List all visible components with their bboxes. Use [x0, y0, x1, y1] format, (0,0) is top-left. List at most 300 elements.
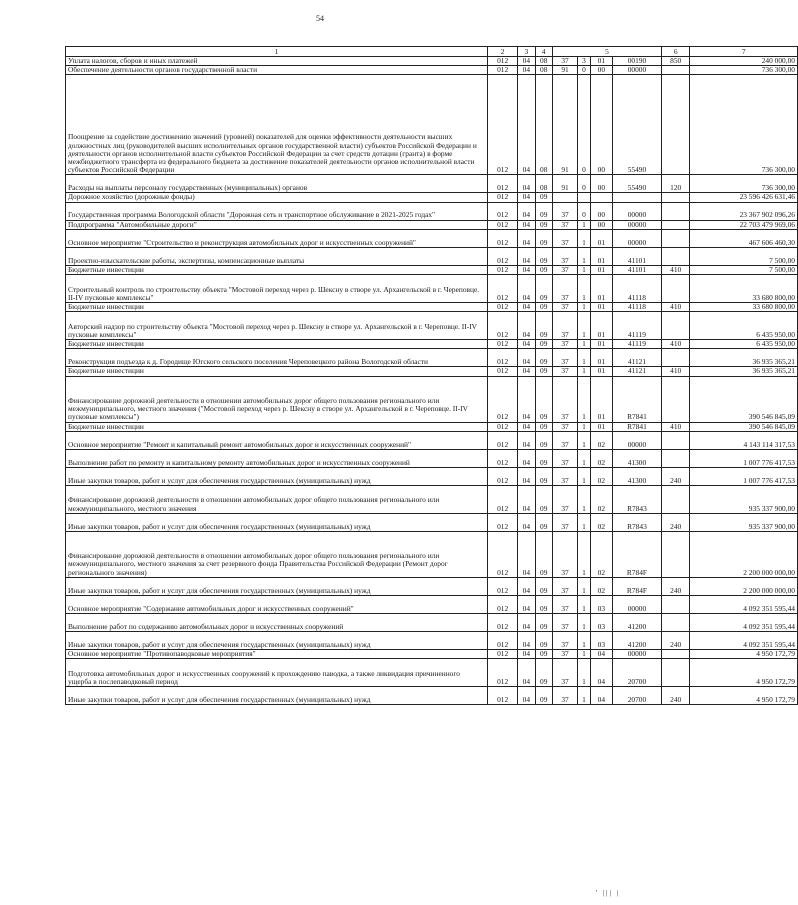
row-name-cell: Основное мероприятие "Содержание автомобильных дорог и искусственных сооружений" [66, 595, 488, 613]
row-code-cell-p1: 37 [552, 449, 577, 467]
row-code-cell-c2: 012 [488, 367, 518, 376]
row-code-cell-c2: 012 [488, 485, 518, 513]
row-name-cell: Поощрение за содействие достижению значений (уровней) показателей для оценки эффективности деятельности высших должностных лиц (руководителей высших исполнительных органов государственной власти) субъектов Российской Федерации и деятельности органов исполнительной власти субъектов Российской Федерации за счет средств дотации (гранта) в форме межбюджетного трансферта из федерального бюджета за достижение показателей деятельности органов исполнительной власти субъектов Российской Федерации [66, 75, 488, 175]
row-code-cell-c4: 09 [535, 431, 552, 449]
page-number: 54 [316, 14, 324, 23]
row-code-cell-p4: 41119 [612, 340, 661, 349]
row-amount-cell: 2 200 000 000,00 [690, 531, 798, 577]
row-code-cell-c3: 04 [518, 275, 535, 303]
row-code-cell-c2: 012 [488, 631, 518, 649]
row-code-cell-c3: 04 [518, 193, 535, 202]
row-code-cell-p1: 37 [552, 485, 577, 513]
table-row [66, 631, 798, 649]
row-code-cell-p2: 1 [578, 247, 591, 265]
row-code-cell-p4: 41118 [612, 303, 661, 312]
row-code-cell-c2: 012 [488, 57, 518, 66]
row-name-cell: Авторский надзор по строительству объекта "Мостовой переход через р. Шексну в створе ул. Архангельской в г. Череповце. II-IV пусковые комплексы" [66, 312, 488, 340]
row-code-cell-c2: 012 [488, 193, 518, 202]
row-code-cell-p1: 37 [552, 467, 577, 485]
row-code-cell-p3: 02 [590, 531, 612, 577]
row-code-cell-c2: 012 [488, 513, 518, 531]
row-code-cell-c2: 012 [488, 175, 518, 193]
row-code-cell-p4: 00000 [612, 431, 661, 449]
row-code-cell-p3: 02 [590, 449, 612, 467]
row-code-cell-p2: 1 [578, 275, 591, 303]
row-code-cell-p3: 01 [590, 265, 612, 274]
row-code-cell-c6 [661, 202, 689, 220]
row-amount-cell: 240 000,00 [690, 57, 798, 66]
row-code-cell-c3: 04 [518, 659, 535, 687]
row-code-cell-c3: 04 [518, 467, 535, 485]
row-code-cell-c4: 09 [535, 312, 552, 340]
row-name-cell: Подготовка автомобильных дорог и искусственных сооружений к прохождению паводка, а также ликвидация причиненного ущерба в послепаводковый период [66, 659, 488, 687]
row-code-cell-p2: 1 [578, 631, 591, 649]
row-code-cell-c4: 09 [535, 649, 552, 658]
row-code-cell-c3: 04 [518, 220, 535, 229]
row-name-cell: Финансирование дорожной деятельности в отношении автомобильных дорог общего пользования регионального или межмуниципального, местного значения [66, 485, 488, 513]
row-amount-cell: 1 007 776 417,53 [690, 467, 798, 485]
row-code-cell-c4: 09 [535, 485, 552, 513]
row-code-cell-c6: 410 [661, 422, 689, 431]
row-code-cell-p1: 37 [552, 631, 577, 649]
row-code-cell-c3: 04 [518, 422, 535, 431]
row-name-cell: Выполнение работ по ремонту и капитальному ремонту автомобильных дорог и искусственных сооружений [66, 449, 488, 467]
table-row [66, 431, 798, 449]
row-code-cell-c6 [661, 229, 689, 247]
row-amount-cell: 4 143 114 317,53 [690, 431, 798, 449]
row-code-cell-p4: 00000 [612, 595, 661, 613]
row-code-cell-p4: 00000 [612, 220, 661, 229]
table-row [66, 467, 798, 485]
row-code-cell-c6 [661, 275, 689, 303]
row-code-cell-p4: R7841 [612, 422, 661, 431]
row-code-cell-c4: 09 [535, 193, 552, 202]
row-code-cell-c4: 09 [535, 613, 552, 631]
row-code-cell-p4: 00000 [612, 229, 661, 247]
row-code-cell-c2: 012 [488, 247, 518, 265]
corner-mark: ' ||| | [595, 889, 620, 897]
row-code-cell-c6 [661, 485, 689, 513]
row-code-cell-c3: 04 [518, 66, 535, 75]
row-code-cell-c2: 012 [488, 577, 518, 595]
row-code-cell-p1: 37 [552, 513, 577, 531]
row-name-cell: Бюджетные инвестиции [66, 367, 488, 376]
row-name-cell: Иные закупки товаров, работ и услуг для обеспечения государственных (муниципальных) нужд [66, 513, 488, 531]
row-code-cell-p2: 1 [578, 449, 591, 467]
row-code-cell-c6: 120 [661, 175, 689, 193]
table-row [66, 75, 798, 175]
row-code-cell-c6 [661, 595, 689, 613]
row-code-cell-p3: 03 [590, 631, 612, 649]
row-code-cell-p3: 01 [590, 275, 612, 303]
row-code-cell-c6 [661, 220, 689, 229]
table-row [66, 220, 798, 229]
row-code-cell-p2 [578, 193, 591, 202]
row-code-cell-p1: 37 [552, 349, 577, 367]
row-code-cell-p2: 1 [578, 687, 591, 705]
header-col-6: 6 [661, 47, 689, 57]
header-col-4: 4 [535, 47, 552, 57]
row-code-cell-c6 [661, 312, 689, 340]
row-code-cell-p1: 37 [552, 577, 577, 595]
row-name-cell: Государственная программа Вологодской области "Дорожная сеть и транспортное обслуживание в 2021-2025 годах" [66, 202, 488, 220]
row-code-cell-c4: 09 [535, 577, 552, 595]
table-row [66, 265, 798, 274]
row-code-cell-p4: 41119 [612, 312, 661, 340]
row-code-cell-p3: 00 [590, 202, 612, 220]
row-code-cell-p2: 0 [578, 75, 591, 175]
row-code-cell-p4: 41300 [612, 467, 661, 485]
row-code-cell-c3: 04 [518, 247, 535, 265]
row-code-cell-p2: 0 [578, 175, 591, 193]
table-row [66, 175, 798, 193]
row-code-cell-c3: 04 [518, 631, 535, 649]
row-code-cell-p4: 41121 [612, 367, 661, 376]
row-code-cell-c6 [661, 66, 689, 75]
row-code-cell-p3: 00 [590, 66, 612, 75]
row-code-cell-c4: 08 [535, 57, 552, 66]
table-row [66, 485, 798, 513]
row-code-cell-c2: 012 [488, 659, 518, 687]
row-code-cell-c6: 240 [661, 577, 689, 595]
table-row [66, 66, 798, 75]
table-row [66, 349, 798, 367]
row-code-cell-c6 [661, 193, 689, 202]
row-code-cell-p3: 02 [590, 513, 612, 531]
table-row [66, 247, 798, 265]
row-code-cell-p3: 03 [590, 595, 612, 613]
row-code-cell-p2: 1 [578, 376, 591, 422]
row-code-cell-c4: 09 [535, 513, 552, 531]
row-name-cell: Бюджетные инвестиции [66, 340, 488, 349]
row-amount-cell: 2 200 000 000,00 [690, 577, 798, 595]
row-code-cell-p1: 37 [552, 367, 577, 376]
row-code-cell-p3: 01 [590, 303, 612, 312]
row-code-cell-p2: 0 [578, 202, 591, 220]
row-code-cell-c6: 240 [661, 631, 689, 649]
row-amount-cell: 736 300,00 [690, 75, 798, 175]
row-name-cell: Расходы на выплаты персоналу государственных (муниципальных) органов [66, 175, 488, 193]
row-code-cell-p2: 1 [578, 467, 591, 485]
row-amount-cell: 22 703 479 969,06 [690, 220, 798, 229]
row-code-cell-p1: 91 [552, 175, 577, 193]
row-code-cell-c6 [661, 531, 689, 577]
row-code-cell-p2: 1 [578, 659, 591, 687]
header-col-1: 1 [66, 47, 488, 57]
row-code-cell-p1: 37 [552, 422, 577, 431]
row-code-cell-c3: 04 [518, 367, 535, 376]
row-code-cell-c2: 012 [488, 467, 518, 485]
row-amount-cell: 736 300,00 [690, 175, 798, 193]
row-code-cell-p2: 1 [578, 220, 591, 229]
row-code-cell-p1: 37 [552, 531, 577, 577]
row-code-cell-p3: 00 [590, 220, 612, 229]
row-name-cell: Основное мероприятие "Строительство и реконструкция автомобильных дорог и искусственных сооружений" [66, 229, 488, 247]
row-code-cell-p1: 37 [552, 649, 577, 658]
row-name-cell: Бюджетные инвестиции [66, 265, 488, 274]
row-code-cell-p4: 41200 [612, 631, 661, 649]
row-code-cell-c4: 09 [535, 531, 552, 577]
row-code-cell-c3: 04 [518, 485, 535, 513]
row-name-cell: Иные закупки товаров, работ и услуг для обеспечения государственных (муниципальных) нужд [66, 467, 488, 485]
row-amount-cell: 6 435 950,00 [690, 312, 798, 340]
row-amount-cell: 7 500,00 [690, 265, 798, 274]
row-code-cell-c4: 09 [535, 349, 552, 367]
row-code-cell-p1: 37 [552, 202, 577, 220]
row-name-cell: Выполнение работ по содержанию автомобильных дорог и искусственных сооружений [66, 613, 488, 631]
row-code-cell-p1: 37 [552, 659, 577, 687]
row-name-cell: Обеспечение деятельности органов государственной власти [66, 66, 488, 75]
budget-table [65, 46, 798, 705]
row-code-cell-p4: 41101 [612, 265, 661, 274]
row-name-cell: Дорожное хозяйство (дорожные фонды) [66, 193, 488, 202]
row-code-cell-c2: 012 [488, 431, 518, 449]
row-code-cell-c4: 08 [535, 75, 552, 175]
row-code-cell-p4: 00000 [612, 66, 661, 75]
row-name-cell: Финансирование дорожной деятельности в отношении автомобильных дорог общего пользования регионального или межмуниципального, местного значения ("Мостовой переход через р. Шексну в створе ул. Архангельской в г. Череповце. II-IV пусковые комплексы") [66, 376, 488, 422]
row-amount-cell: 4 950 172,79 [690, 659, 798, 687]
row-code-cell-c3: 04 [518, 649, 535, 658]
table-row [66, 193, 798, 202]
row-code-cell-c4: 09 [535, 687, 552, 705]
row-code-cell-c2: 012 [488, 275, 518, 303]
row-amount-cell: 4 092 351 595,44 [690, 631, 798, 649]
row-code-cell-p1: 37 [552, 220, 577, 229]
row-code-cell-p3: 01 [590, 422, 612, 431]
table-row [66, 577, 798, 595]
row-code-cell-c4: 09 [535, 595, 552, 613]
table-row [66, 422, 798, 431]
row-amount-cell: 4 092 351 595,44 [690, 613, 798, 631]
row-code-cell-c2: 012 [488, 613, 518, 631]
row-code-cell-c3: 04 [518, 75, 535, 175]
row-code-cell-p4: 41300 [612, 449, 661, 467]
header-row [66, 47, 798, 57]
row-code-cell-c4: 09 [535, 220, 552, 229]
row-code-cell-c4: 09 [535, 422, 552, 431]
row-code-cell-p3: 04 [590, 659, 612, 687]
row-code-cell-c6: 410 [661, 303, 689, 312]
row-code-cell-c3: 04 [518, 202, 535, 220]
row-code-cell-c4: 09 [535, 367, 552, 376]
row-amount-cell: 33 680 800,00 [690, 275, 798, 303]
row-code-cell-p2: 1 [578, 303, 591, 312]
row-code-cell-p3: 02 [590, 467, 612, 485]
row-code-cell-c3: 04 [518, 595, 535, 613]
row-code-cell-c3: 04 [518, 312, 535, 340]
row-code-cell-p4 [612, 193, 661, 202]
table-row [66, 312, 798, 340]
row-code-cell-c6: 410 [661, 340, 689, 349]
row-code-cell-c3: 04 [518, 531, 535, 577]
row-code-cell-c2: 012 [488, 220, 518, 229]
row-code-cell-p3: 01 [590, 376, 612, 422]
table-row [66, 687, 798, 705]
row-code-cell-c2: 012 [488, 595, 518, 613]
row-code-cell-p3: 01 [590, 349, 612, 367]
row-code-cell-p3: 02 [590, 485, 612, 513]
row-code-cell-c3: 04 [518, 349, 535, 367]
table-body [66, 57, 798, 705]
row-code-cell-p3: 02 [590, 431, 612, 449]
row-amount-cell: 935 337 900,00 [690, 485, 798, 513]
row-code-cell-p3: 01 [590, 312, 612, 340]
row-code-cell-p1: 91 [552, 66, 577, 75]
row-code-cell-p1: 91 [552, 75, 577, 175]
row-code-cell-p2: 1 [578, 229, 591, 247]
row-name-cell: Иные закупки товаров, работ и услуг для обеспечения государственных (муниципальных) нужд [66, 577, 488, 595]
row-code-cell-p4: 00000 [612, 202, 661, 220]
row-code-cell-c6 [661, 349, 689, 367]
row-code-cell-p3: 01 [590, 229, 612, 247]
row-name-cell: Уплата налогов, сборов и иных платежей [66, 57, 488, 66]
table-row [66, 303, 798, 312]
row-name-cell: Бюджетные инвестиции [66, 422, 488, 431]
row-code-cell-p1: 37 [552, 431, 577, 449]
row-code-cell-p4: 41118 [612, 275, 661, 303]
row-code-cell-p4: 55490 [612, 75, 661, 175]
row-code-cell-c3: 04 [518, 303, 535, 312]
row-code-cell-c6: 240 [661, 467, 689, 485]
row-name-cell: Финансирование дорожной деятельности в отношении автомобильных дорог общего пользования регионального или межмуниципального, местного значения за счет резервного фонда Правительства Российской Федерации (Ремонт дорог регионального значения) [66, 531, 488, 577]
row-code-cell-p4: 41101 [612, 247, 661, 265]
row-code-cell-p1: 37 [552, 312, 577, 340]
table-row [66, 531, 798, 577]
row-code-cell-c6: 240 [661, 687, 689, 705]
row-code-cell-c3: 04 [518, 687, 535, 705]
row-code-cell-p4: R7843 [612, 513, 661, 531]
row-code-cell-p1: 37 [552, 247, 577, 265]
row-code-cell-p3: 02 [590, 577, 612, 595]
row-code-cell-c6 [661, 613, 689, 631]
row-code-cell-p2: 1 [578, 595, 591, 613]
row-amount-cell: 736 300,00 [690, 66, 798, 75]
row-code-cell-c2: 012 [488, 531, 518, 577]
row-code-cell-c2: 012 [488, 303, 518, 312]
row-code-cell-p3: 01 [590, 340, 612, 349]
table-row [66, 340, 798, 349]
row-name-cell: Строительный контроль по строительству объекта "Мостовой переход через р. Шексну в створе ул. Архангельской в г. Череповце. II-IV пусковые комплексы" [66, 275, 488, 303]
row-code-cell-c6 [661, 649, 689, 658]
table-row [66, 613, 798, 631]
row-code-cell-p1: 37 [552, 340, 577, 349]
row-amount-cell: 1 007 776 417,53 [690, 449, 798, 467]
row-code-cell-p1 [552, 193, 577, 202]
row-code-cell-p4: R7843 [612, 485, 661, 513]
row-code-cell-c3: 04 [518, 449, 535, 467]
row-code-cell-c6: 850 [661, 57, 689, 66]
row-code-cell-c6 [661, 247, 689, 265]
row-code-cell-c2: 012 [488, 202, 518, 220]
row-code-cell-c6 [661, 659, 689, 687]
row-code-cell-c6: 410 [661, 265, 689, 274]
table-row [66, 376, 798, 422]
row-amount-cell: 23 596 426 631,46 [690, 193, 798, 202]
header-col-5: 5 [552, 47, 661, 57]
row-code-cell-c4: 09 [535, 265, 552, 274]
row-code-cell-p3: 03 [590, 613, 612, 631]
row-code-cell-p1: 37 [552, 303, 577, 312]
row-code-cell-c3: 04 [518, 376, 535, 422]
row-code-cell-c6 [661, 75, 689, 175]
row-code-cell-c4: 08 [535, 175, 552, 193]
header-col-7: 7 [690, 47, 798, 57]
row-code-cell-p3: 01 [590, 57, 612, 66]
header-col-3: 3 [518, 47, 535, 57]
row-code-cell-c4: 09 [535, 247, 552, 265]
row-code-cell-p4: R784F [612, 531, 661, 577]
row-code-cell-c6 [661, 431, 689, 449]
row-name-cell: Иные закупки товаров, работ и услуг для обеспечения государственных (муниципальных) нужд [66, 631, 488, 649]
row-code-cell-c2: 012 [488, 340, 518, 349]
row-code-cell-p2: 1 [578, 340, 591, 349]
row-name-cell: Иные закупки товаров, работ и услуг для обеспечения государственных (муниципальных) нужд [66, 687, 488, 705]
row-code-cell-p4: 00000 [612, 649, 661, 658]
row-code-cell-c3: 04 [518, 229, 535, 247]
row-code-cell-p2: 1 [578, 577, 591, 595]
row-code-cell-p4: 41200 [612, 613, 661, 631]
row-code-cell-c2: 012 [488, 66, 518, 75]
row-code-cell-c4: 09 [535, 631, 552, 649]
row-code-cell-p2: 1 [578, 349, 591, 367]
row-code-cell-c3: 04 [518, 57, 535, 66]
row-name-cell: Бюджетные инвестиции [66, 303, 488, 312]
row-code-cell-p3 [590, 193, 612, 202]
row-code-cell-p1: 37 [552, 57, 577, 66]
row-code-cell-p4: 55490 [612, 175, 661, 193]
row-name-cell: Проектно-изыскательские работы, экспертизы, компенсационные выплаты [66, 247, 488, 265]
row-code-cell-p1: 37 [552, 613, 577, 631]
row-code-cell-p2: 1 [578, 312, 591, 340]
row-code-cell-c6 [661, 376, 689, 422]
row-code-cell-c2: 012 [488, 312, 518, 340]
row-code-cell-p4: 20700 [612, 659, 661, 687]
row-code-cell-c4: 09 [535, 659, 552, 687]
table-row [66, 275, 798, 303]
row-amount-cell: 36 935 365,21 [690, 367, 798, 376]
row-amount-cell: 467 606 460,30 [690, 229, 798, 247]
row-code-cell-c6 [661, 449, 689, 467]
row-code-cell-p1: 37 [552, 229, 577, 247]
row-code-cell-p4: 00190 [612, 57, 661, 66]
row-code-cell-p3: 04 [590, 649, 612, 658]
row-code-cell-c4: 09 [535, 303, 552, 312]
table-row [66, 595, 798, 613]
row-code-cell-c3: 04 [518, 265, 535, 274]
row-code-cell-c4: 09 [535, 376, 552, 422]
row-code-cell-c3: 04 [518, 175, 535, 193]
row-code-cell-p3: 00 [590, 175, 612, 193]
row-code-cell-c3: 04 [518, 613, 535, 631]
row-code-cell-p1: 37 [552, 595, 577, 613]
row-code-cell-p2: 1 [578, 265, 591, 274]
row-name-cell: Подпрограмма "Автомобильные дороги" [66, 220, 488, 229]
row-code-cell-c2: 012 [488, 449, 518, 467]
row-code-cell-c4: 08 [535, 66, 552, 75]
table-row [66, 202, 798, 220]
row-code-cell-c2: 012 [488, 229, 518, 247]
row-amount-cell: 4 950 172,79 [690, 687, 798, 705]
row-code-cell-p3: 01 [590, 247, 612, 265]
table-row [66, 649, 798, 658]
row-code-cell-c6: 240 [661, 513, 689, 531]
row-code-cell-p2: 1 [578, 531, 591, 577]
row-code-cell-p4: R784F [612, 577, 661, 595]
row-code-cell-c4: 09 [535, 340, 552, 349]
row-code-cell-c2: 012 [488, 265, 518, 274]
row-code-cell-c2: 012 [488, 376, 518, 422]
table-row [66, 229, 798, 247]
